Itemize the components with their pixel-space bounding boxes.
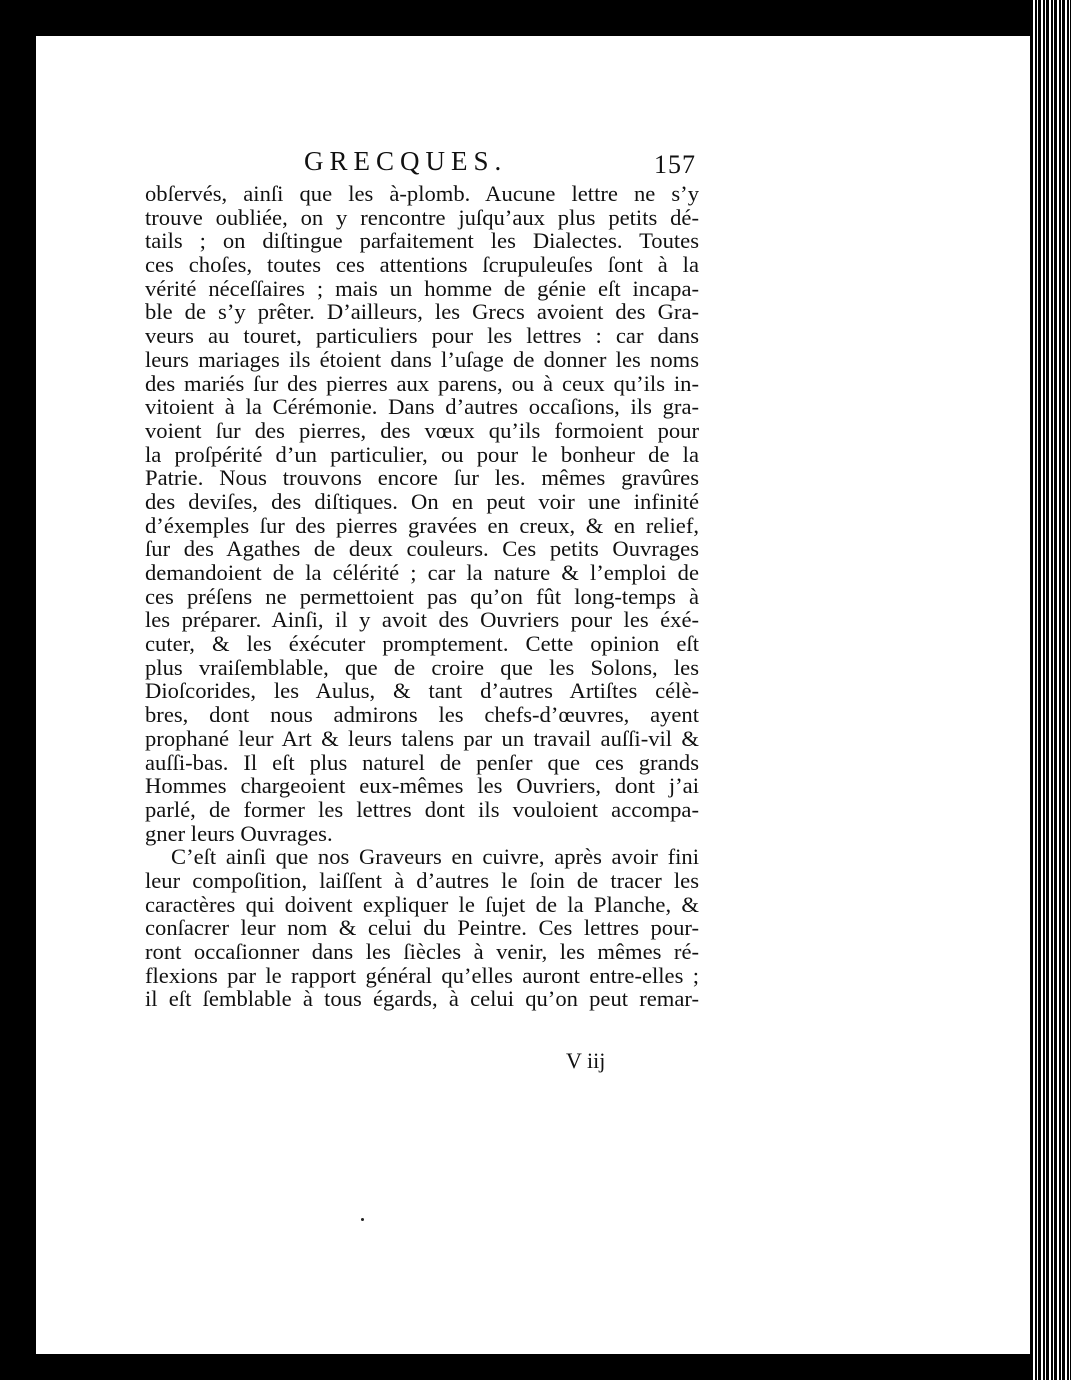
- text-line: caractères qui doivent expliquer le ſujet de la Planche, &: [145, 891, 699, 917]
- page-stack-edge: [1030, 0, 1071, 1380]
- text-line: ront occaſionner dans les ſiècles à venir, les mêmes ré-: [145, 939, 699, 964]
- ink-speck: [361, 1218, 364, 1221]
- text-line: leurs mariages ils étoient dans l’uſage de donner les noms: [145, 346, 699, 372]
- text-line: conſacrer leur nom & celui du Peintre. Ces lettres pour-: [145, 915, 699, 941]
- text-line: cuter, & les éxécuter promptement. Cette opinion eſt: [145, 631, 699, 657]
- text-line: parlé, de former les lettres dont ils vouloient accompa-: [145, 796, 699, 822]
- body-text: [145, 182, 699, 1011]
- text-line: voient ſur des pierres, des vœux qu’ils formoient pour: [145, 417, 699, 443]
- text-line: gner leurs Ouvrages.: [145, 820, 333, 846]
- text-line: la proſpérité d’un particulier, ou pour le bonheur de la: [145, 441, 699, 467]
- text-line: plus vraiſemblable, que de croire que les Solons, les: [145, 654, 699, 680]
- text-line: les préparer. Ainſi, il y avoit des Ouvriers pour les éxé-: [145, 607, 699, 633]
- text-line: d’éxemples ſur des pierres gravées en creux, & en relief,: [145, 512, 699, 538]
- page-number: 157: [654, 150, 696, 179]
- text-line: ces choſes, toutes ces attentions ſcrupuleuſes ſont à la: [145, 252, 699, 278]
- text-line: ces préſens ne permettoient pas qu’on fût long-temps à: [145, 583, 699, 609]
- text-line: Hommes chargeoient eux-mêmes les Ouvriers, dont j’ai: [145, 773, 699, 799]
- signature-mark: V iij: [566, 1048, 606, 1073]
- text-line: trouve oubliée, on y rencontre juſqu’aux plus petits dé-: [145, 204, 699, 230]
- text-line: auſſi-bas. Il eſt plus naturel de penſer que ces grands: [145, 749, 699, 775]
- running-title: GRECQUES.: [304, 146, 508, 176]
- text-line: des mariés ſur des pierres aux parens, ou à ceux qu’ils in-: [145, 370, 699, 396]
- text-line: demandoient de la célérité ; car la nature & l’emploi de: [145, 560, 699, 585]
- text-line: vérité néceſſaires ; mais un homme de génie eſt incapa-: [145, 275, 699, 301]
- text-line: veurs au touret, particuliers pour les lettres : car dans: [145, 323, 699, 349]
- text-line: ſur des Agathes de deux couleurs. Ces petits Ouvrages: [145, 536, 699, 562]
- text-line: C’eſt ainſi que nos Graveurs en cuivre, après avoir fini: [171, 844, 699, 870]
- text-line: flexions par le rapport général qu’elles auront entre-elles ;: [145, 962, 699, 988]
- text-line: bres, dont nous admirons les chefs-d’œuvres, ayent: [145, 702, 699, 728]
- text-line: des deviſes, des diſtiques. On en peut voir une infinité: [145, 488, 699, 514]
- text-line: obſervés, ainſi que les à-plomb. Aucune lettre ne s’y: [145, 181, 699, 206]
- text-line: ble de s’y prêter. D’ailleurs, les Grecs avoient des Gra-: [145, 299, 699, 325]
- text-line: tails ; on diſtingue parfaitement les Dialectes. Toutes: [145, 228, 699, 254]
- text-line: il eſt ſemblable à tous égards, à celui qu’on peut remar-: [145, 986, 699, 1012]
- scan-border-top: [0, 0, 1071, 36]
- text-line: prophané leur Art & leurs talens par un travail auſſi-vil &: [145, 725, 699, 751]
- text-line: Dioſcorides, les Aulus, & tant d’autres Artiſtes célè-: [145, 678, 699, 704]
- text-line: vitoient à la Cérémonie. Dans d’autres occaſions, ils gra-: [145, 394, 699, 420]
- text-line: Patrie. Nous trouvons encore ſur les. mêmes gravûres: [145, 465, 699, 491]
- text-line: leur compoſition, laiſſent à d’autres le ſoin de tracer les: [145, 867, 699, 893]
